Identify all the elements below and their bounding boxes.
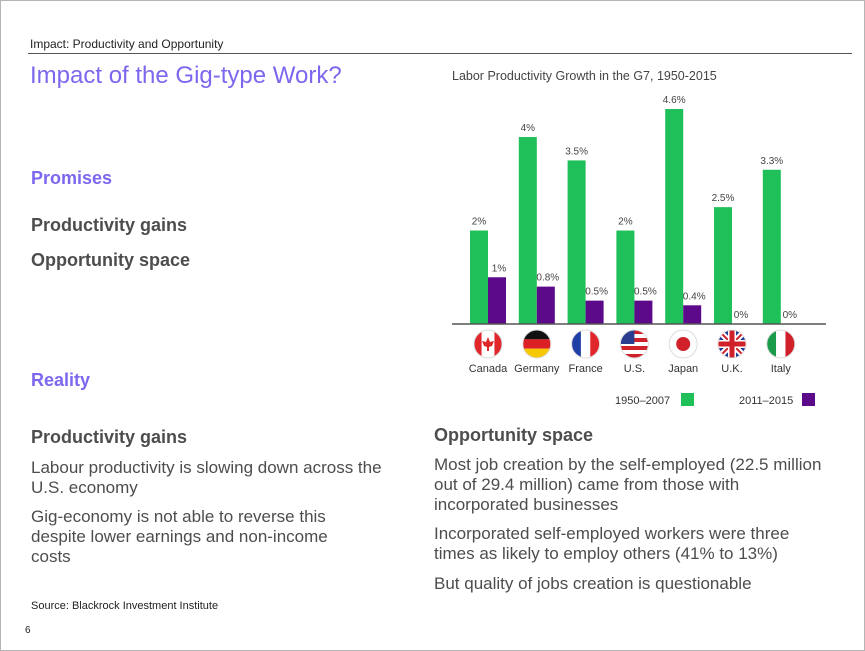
data-label-0-6: 3.3% [760,155,784,167]
reality-heading: Reality [31,370,91,390]
data-label-1-5: 0% [733,310,749,321]
bar-1-2 [586,301,604,324]
data-label-1-6: 0% [782,310,798,321]
italy-flag-icon [767,330,796,358]
productivity-paragraph-1: Labour productivity is slowing down across the U.S. economy [31,458,382,497]
japan-flag-icon [669,330,697,358]
data-label-1-2: 0.5% [585,286,608,298]
legend-label-1: 2011–2015 [739,395,794,407]
france-flag-icon [572,330,601,358]
canada-flag-icon [474,330,502,358]
header-divider [28,53,852,54]
section-label: Impact: Productivity and Opportunity [30,37,224,51]
source-note: Source: Blackrock Investment Institute [31,600,219,612]
tick-label-4: Japan [668,363,699,375]
bar-0-4 [665,109,683,324]
productivity-chart [440,62,840,412]
legend-swatch-1 [802,393,815,406]
bar-0-6 [763,170,781,324]
page-number: 6 [25,625,31,636]
bar-1-3 [634,301,652,324]
reality-productivity-heading: Productivity gains [31,427,188,447]
data-label-0-4: 4.6% [662,95,686,106]
germany-flag-icon [523,330,551,359]
legend-swatch-0 [681,393,694,406]
bar-0-2 [568,160,586,324]
data-label-1-4: 0.4% [682,291,706,303]
data-label-1-0: 1% [491,263,507,275]
bar-1-1 [537,287,555,324]
data-label-0-3: 2% [618,216,633,228]
data-label-0-1: 4% [520,123,536,135]
promise-opportunity: Opportunity space [31,250,191,270]
tick-label-1: Germany [514,363,560,375]
tick-label-0: Canada [468,363,508,375]
bar-0-5 [714,207,732,324]
tick-label-5: U.K. [721,363,743,375]
uk-flag-icon [718,330,746,358]
opportunity-paragraph-1: Most job creation by the self-employed (22.5 million out of 29.4 million) came from those with incorporated businesses [434,455,822,514]
tick-label-6: Italy [770,363,791,375]
productivity-paragraph-2: Gig-economy is not able to reverse this despite lower earnings and non-income costs [31,507,328,566]
bar-0-3 [616,231,634,324]
reality-opportunity-heading: Opportunity space [434,425,594,445]
opportunity-paragraph-3: But quality of jobs creation is questionable [434,574,752,593]
bar-0-0 [470,231,488,324]
bar-0-1 [519,137,537,324]
us-flag-icon [620,330,648,358]
data-label-0-2: 3.5% [565,146,588,158]
opportunity-paragraph-2: Incorporated self-employed workers were three times as likely to employ others (41% to 13%) [434,524,790,563]
bar-1-0 [488,277,506,324]
bar-1-4 [683,305,701,324]
data-label-1-3: 0.5% [634,286,657,298]
tick-label-3: U.S. [623,363,646,375]
slide-title: Impact of the Gig-type Work? [30,62,342,89]
chart-title: Labor Productivity Growth in the G7, 1950-2015 [452,69,717,83]
data-label-0-5: 2.5% [711,193,735,205]
data-label-1-1: 0.8% [536,272,560,284]
tick-label-2: France [568,363,603,375]
promise-productivity: Productivity gains [31,215,188,235]
data-label-0-0: 2% [471,216,487,228]
promises-heading: Promises [31,168,113,188]
legend-label-0: 1950–2007 [615,395,671,407]
